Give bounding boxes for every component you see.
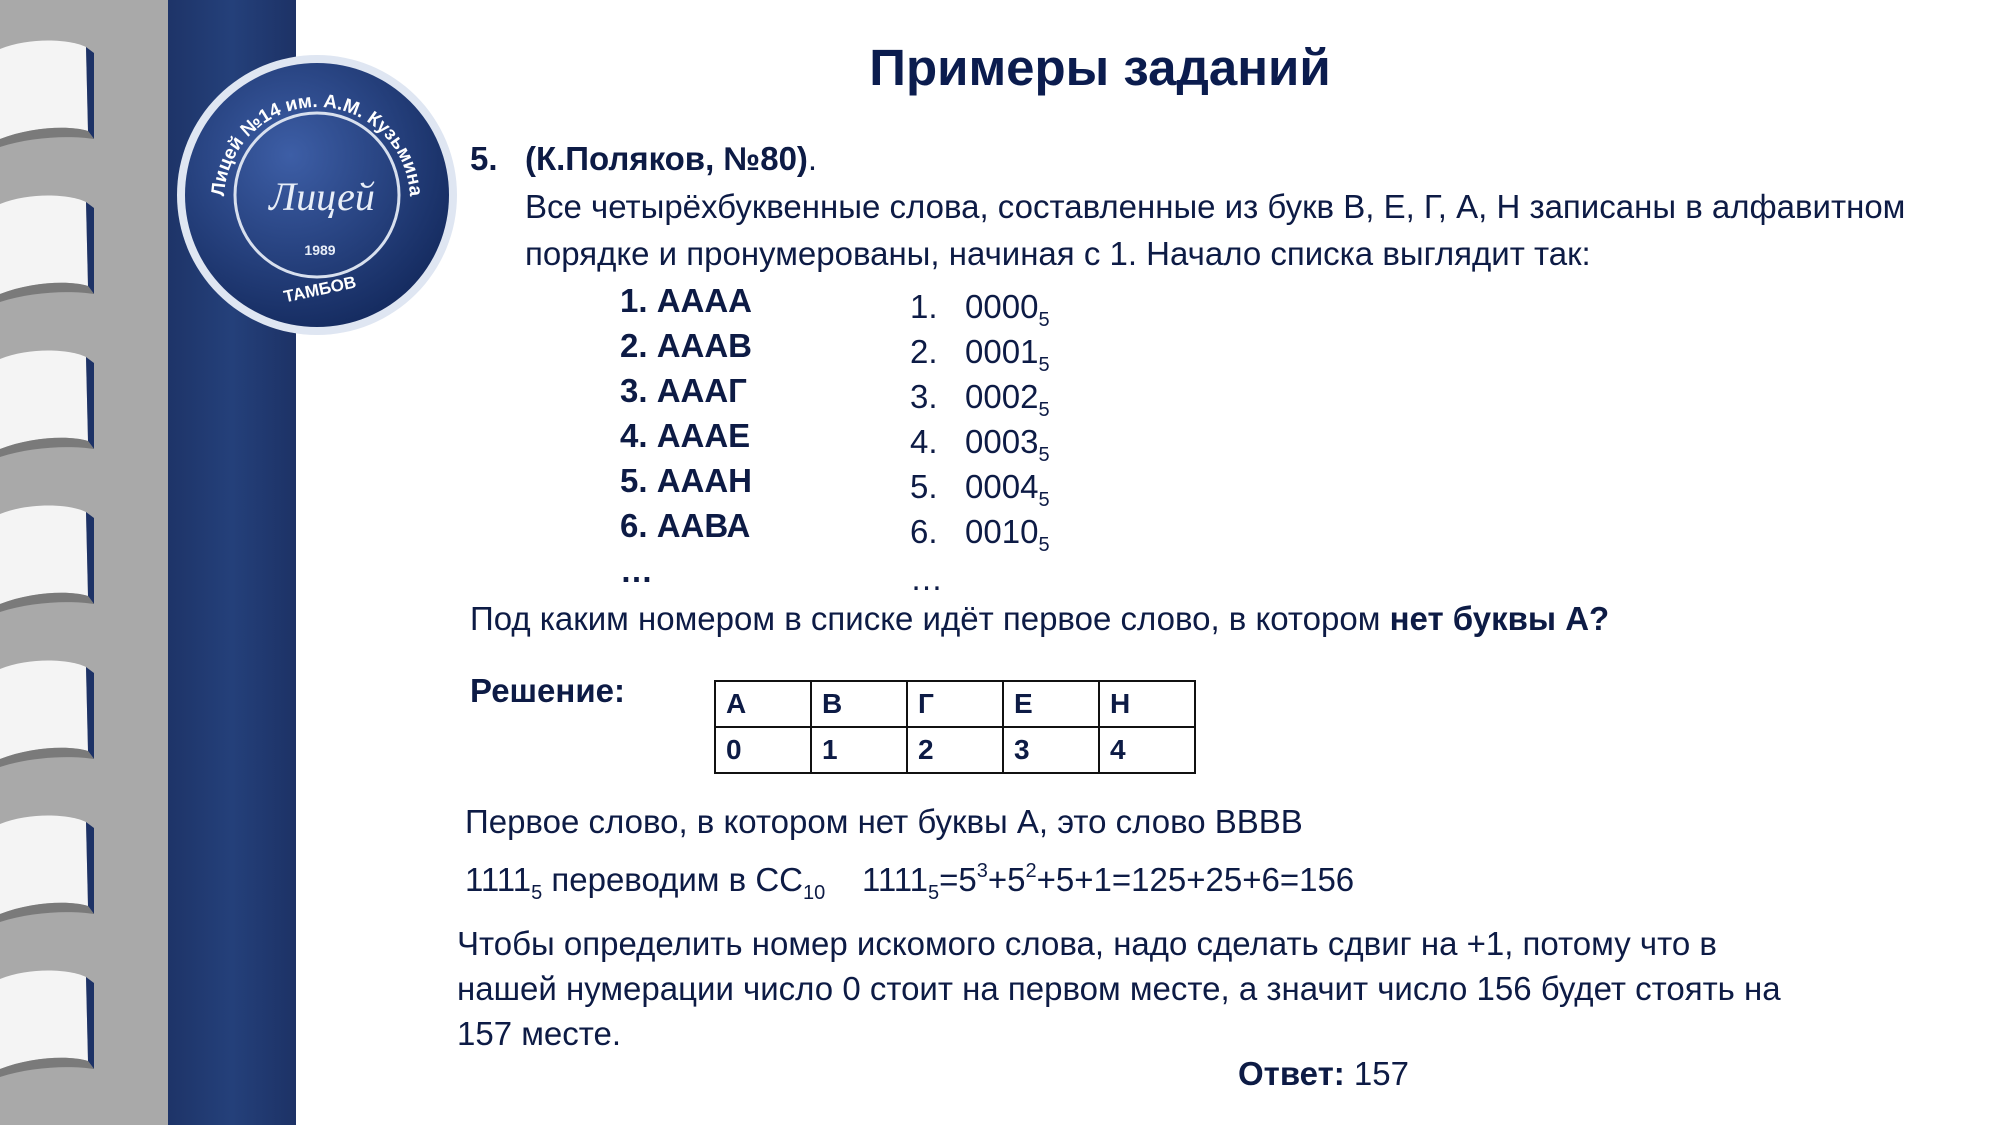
code-number: 2. — [910, 333, 938, 370]
code-number: 1. — [910, 288, 938, 325]
binder-ring — [0, 35, 100, 147]
binder-ring — [0, 500, 100, 612]
table-cell: А — [715, 681, 811, 727]
binder-ring — [0, 190, 100, 302]
expr-exp2: 2 — [1025, 860, 1037, 882]
expr-exp1: 3 — [976, 860, 988, 882]
explanation-line1: Чтобы определить номер искомого слова, надо сделать сдвиг на +1, потому что в — [457, 925, 1717, 962]
word-item: 1. АААА — [620, 282, 753, 319]
question — [470, 600, 1609, 638]
problem-source-line — [525, 140, 817, 178]
conversion-line — [465, 860, 1354, 905]
code-item — [910, 333, 1050, 377]
word-item-ellipsis: … — [620, 552, 653, 589]
table-cell: 1 — [811, 727, 907, 773]
code-item — [910, 378, 1050, 422]
conv-num: 1111 — [465, 861, 532, 898]
word-item: 3. АААГ — [620, 372, 747, 409]
page-title: Примеры заданий — [869, 39, 1331, 96]
table-cell: 3 — [1003, 727, 1099, 773]
expr-tail: +5+1=125+25+6=156 — [1036, 861, 1355, 898]
word-item: 4. АААЕ — [620, 417, 751, 454]
code-base: 5 — [1038, 309, 1050, 331]
explanation-line2: нашей нумерации число 0 стоит на первом месте, а значит число 156 будет стоять на — [457, 970, 1781, 1007]
expr-eq: =5 — [939, 861, 977, 898]
logo-center-text: Лицей — [269, 174, 375, 219]
conv-text: переводим в СС — [542, 861, 803, 898]
logo-city: ТАМБОВ — [281, 272, 358, 307]
problem-source-suffix: . — [807, 140, 818, 177]
code-item — [910, 513, 1050, 557]
binder-ring — [0, 965, 100, 1077]
word-item: 6. ААВА — [620, 507, 751, 544]
expr-base: 5 — [928, 882, 940, 904]
code-item — [910, 468, 1050, 512]
table-cell: В — [811, 681, 907, 727]
answer-value: 157 — [1344, 1055, 1409, 1092]
table-row — [715, 727, 1195, 773]
question-text: Под каким номером в списке идёт первое слово, в котором — [470, 600, 1390, 637]
code-digits: 0000 — [965, 288, 1039, 325]
code-number: 5. — [910, 468, 938, 505]
code-base: 5 — [1038, 444, 1050, 466]
code-item-ellipsis: … — [910, 560, 943, 597]
code-base: 5 — [1038, 489, 1050, 511]
code-base: 5 — [1038, 534, 1050, 556]
code-number: 3. — [910, 378, 938, 415]
code-digits: 0002 — [965, 378, 1039, 415]
table-cell: 4 — [1099, 727, 1195, 773]
binder-ring — [0, 345, 100, 457]
word-item: 5. АААН — [620, 462, 753, 499]
binder-ring — [0, 810, 100, 922]
code-number: 6. — [910, 513, 938, 550]
explanation-line3: 157 месте. — [457, 1015, 622, 1052]
code-digits: 0001 — [965, 333, 1039, 370]
table-cell: Г — [907, 681, 1003, 727]
solution-label: Решение: — [470, 672, 625, 709]
logo-arc-text: Лицей №14 им. А.М. Кузьмина — [207, 90, 427, 198]
conv-target-base: 10 — [803, 882, 826, 904]
code-base: 5 — [1038, 399, 1050, 421]
school-logo — [172, 50, 462, 340]
binder-ring — [0, 655, 100, 767]
table-cell: Е — [1003, 681, 1099, 727]
problem-number: 5. — [470, 140, 498, 177]
code-digits: 0010 — [965, 513, 1039, 550]
problem-statement-line1: Все четырёхбуквенные слова, составленные из букв В, Е, Г, А, Н записаны в алфавитном — [525, 188, 1906, 225]
solution-line1: Первое слово, в котором нет буквы А, это слово ВВВВ — [465, 803, 1303, 840]
code-base: 5 — [1038, 354, 1050, 376]
letter-code-table — [714, 680, 1196, 774]
logo-year: 1989 — [304, 242, 336, 258]
problem-source: (К.Поляков, №80) — [525, 140, 808, 177]
problem-statement-line2: порядке и пронумерованы, начиная с 1. Начало списка выглядит так: — [525, 235, 1591, 272]
code-item — [910, 423, 1050, 467]
code-digits: 0004 — [965, 468, 1039, 505]
code-item — [910, 288, 1050, 332]
expr-mid: +5 — [987, 861, 1026, 898]
table-cell: 0 — [715, 727, 811, 773]
question-emphasis: нет буквы А? — [1389, 600, 1610, 637]
code-number: 4. — [910, 423, 938, 460]
table-row — [715, 681, 1195, 727]
expr-num: 1111 — [861, 861, 929, 898]
answer — [1238, 1055, 1409, 1093]
table-cell: 2 — [907, 727, 1003, 773]
conv-base: 5 — [531, 882, 543, 904]
answer-label: Ответ: — [1238, 1055, 1345, 1092]
word-item: 2. АААВ — [620, 327, 753, 364]
table-cell: Н — [1099, 681, 1195, 727]
code-digits: 0003 — [965, 423, 1039, 460]
